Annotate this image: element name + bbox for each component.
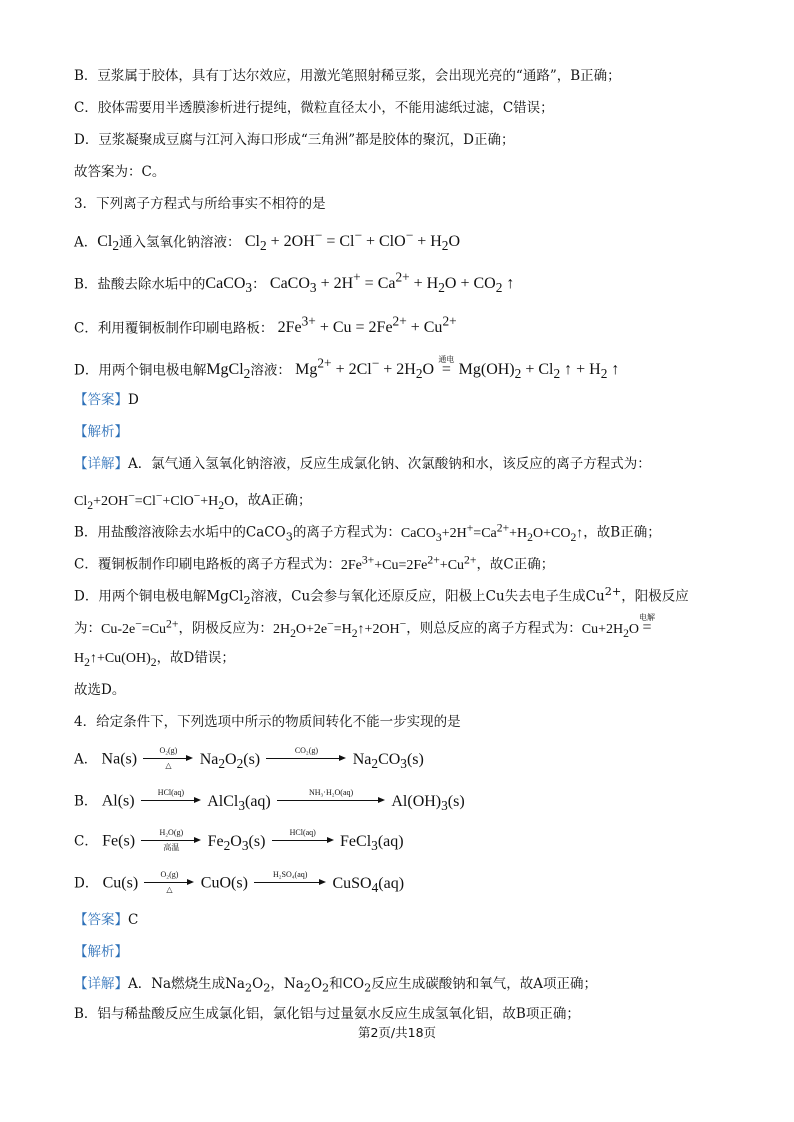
reaction-arrow: H₂O(g) 高温 [141,828,201,852]
q3-analysis-tag: 【解析】 [74,424,128,440]
q3-option-a: A．$Cl_2$通入氢氧化钠溶液： $Cl_2 + 2OH^- = Cl^- + ClO^- + H_2O$ [74,228,461,254]
reaction-arrow: HCl(aq) [141,788,201,812]
q4-answer: 【答案】C [74,912,139,928]
option-b-line: B．豆浆属于胶体，具有丁达尔效应，用激光笔照射稀豆浆，会出现光亮的“通路”，B正确； [74,68,621,84]
q3-option-b: B．盐酸去除水垢中的CaCO$_3$： CaCO$_3$ + $2H^+ = Ca^{2+} + H_2O + CO_2$ ↑ [74,270,515,296]
reaction-arrow: H₂SO₄(aq) [254,870,326,894]
q4-detail-a: 【详解】A．Na燃烧生成$Na_2O_2$，$Na_2O_2$和$CO_2$反应生成碳酸钠和氧气，故A项正确； [74,976,598,995]
q4-option-c: C． Fe(s) H₂O(g) 高温 $Fe_2O_3(s)$ HCl(aq) FeCl$_3$(aq) [74,828,404,853]
reaction-arrow: O₂(g) △ [144,870,194,894]
q3-detail-d-products: $H_2↑+Cu(OH)_2$，故D错误； [74,650,235,669]
q4-detail-b: B．铝与稀盐酸反应生成氯化铝，氯化铝与过量氨水反应生成氢氧化铝，故B项正确； [74,1006,580,1022]
q3-option-d: D．用两个铜电极电解MgCl$_2$溶液： $Mg^{2+} + 2Cl^- + 2H_2O$ 通电 = $Mg(OH)_2 + Cl_2$ ↑ + $H_2$ ↑ [74,354,620,382]
q4-option-b: B． Al(s) HCl(aq) AlCl$_3$(aq) NH₃·H₂O(aq) $Al(OH)_3(s)$ [74,788,465,813]
reaction-arrow: CO₂(g) [266,746,346,770]
answer-summary: 故答案为：C。 [74,164,166,180]
q4-option-d: D． Cu(s) O₂(g) △ CuO(s) H₂SO₄(aq) CuSO$_4$(aq) [74,870,405,895]
q3-detail-a-equation: $Cl_2+2OH^-=Cl^-+ClO^-+H_2O$，故A正确； [74,489,312,512]
q3-detail-a: 【详解】A．氯气通入氢氧化钠溶液，反应生成氯化钠、次氯酸钠和水，该反应的离子方程式为： [74,456,651,472]
q4-analysis-tag: 【解析】 [74,944,128,960]
q3-detail-d-reactions: 为：$Cu-2e^-=Cu^{2+}$，阴极反应为：$2H_2O+2e^-=H_2↑+2OH^-$，则总反应的离子方程式为：$Cu+2H_2O$ 电解 = [74,613,656,640]
reaction-arrow: NH₃·H₂O(aq) [277,788,385,812]
q3-detail-c: C．覆铜板制作印刷电路板的离子方程式为：$2Fe^{3+}+Cu=2Fe^{2+}+Cu^{2+}$，故C正确； [74,553,555,573]
page-footer: 第2页/共18页 [357,1025,437,1040]
q4-option-a: A． Na(s) O₂(g) △ $Na_2O_2(s)$ CO₂(g) $Na_2CO_3(s)$ [74,746,424,771]
q3-conclusion: 故选D。 [74,682,126,698]
q3-detail-b: B．用盐酸溶液除去水垢中的CaCO$_3$的离子方程式为：$CaCO_3+2H^+=Ca^{2+}+H_2O+CO_2↑$，故B正确； [74,521,661,544]
option-d-line: D．豆浆凝聚成豆腐与江河入海口形成“三角洲”都是胶体的聚沉，D正确； [74,132,515,148]
reaction-arrow: HCl(aq) [272,828,334,852]
q3-answer: 【答案】D [74,392,139,408]
option-c-line: C．胶体需要用半透膜渗析进行提纯，微粒直径太小，不能用滤纸过滤，C错误； [74,100,554,116]
q4-stem: 4．给定条件下，下列选项中所示的物质间转化不能一步实现的是 [74,714,461,730]
q3-option-c: C．利用覆铜板制作印刷电路板： $2Fe^{3+} + Cu = 2Fe^{2+} + Cu^{2+}$ [74,314,457,337]
q3-stem: 3．下列离子方程式与所给事实不相符的是 [74,196,326,212]
q3-detail-d: D．用两个铜电极电解MgCl$_2$溶液，Cu会参与氧化还原反应，阳极上Cu失去电子生成$Cu^{2+}$，阳极反应 [74,585,689,608]
electrolysis-condition: 通电 = [438,354,455,378]
reaction-arrow: O₂(g) △ [143,746,193,770]
electrolysis-condition-2: 电解 = [639,613,656,637]
